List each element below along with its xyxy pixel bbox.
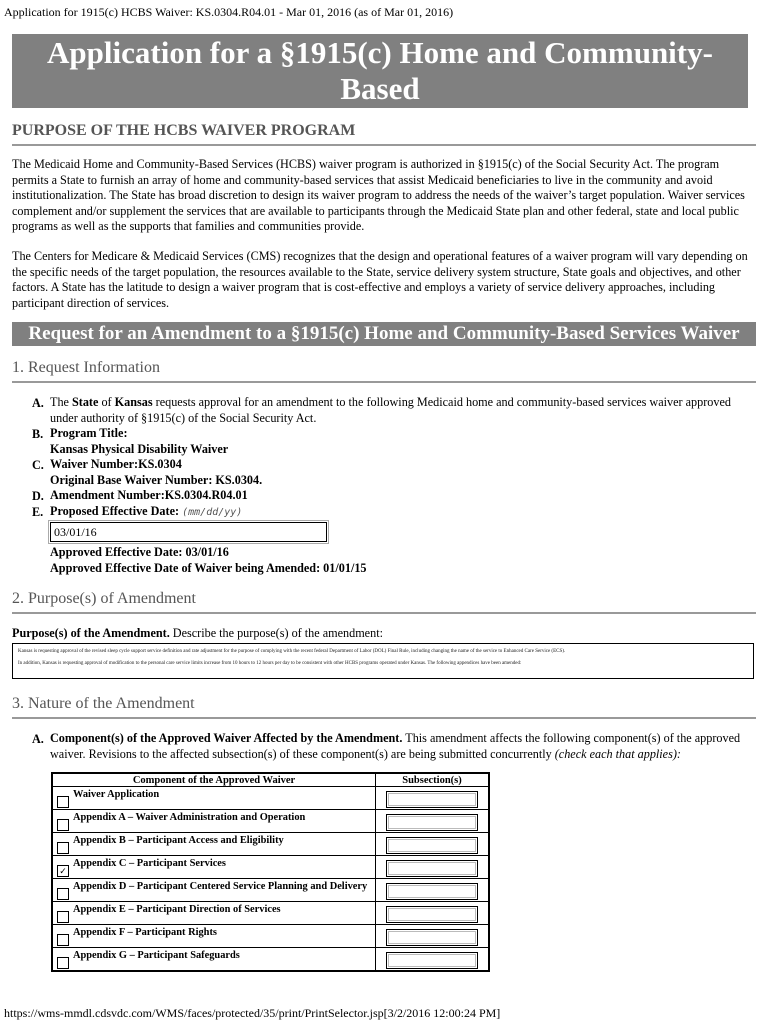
purpose-paragraph-2: The Centers for Medicare & Medicaid Services (CMS) recognizes that the design and operational features of a waiver program will vary depending on the specific needs of the target population, the resources available to the State, service delivery system structure, State goals and objectives, and other factors. A State has the latitude to design a waiver program that is cost-effective and employs a variety of service delivery approaches, including participant direction of services.: [12, 249, 748, 310]
component-label: Appendix F – Participant Rights: [73, 927, 217, 938]
section3-item-a-text: Component(s) of the Approved Waiver Affected by the Amendment. This amendment affects the following component(s) of the approved waiver. Revisions to the affected subsection(s) of these component(s) are being submitted concurrently (check each that applies):: [50, 731, 741, 761]
component-label: Appendix A – Waiver Administration and Operation: [73, 812, 306, 823]
component-cell: [52, 948, 376, 972]
original-base-waiver-number: Original Base Waiver Number: KS.0304.: [50, 472, 263, 487]
section3-heading: 3. Nature of the Amendment: [12, 695, 756, 719]
component-checkbox[interactable]: [57, 934, 69, 946]
subsection-cell: [376, 879, 490, 902]
item-a-text: The State of Kansas requests approval for an amendment to the following Medicaid home and community-based services waiver approved under authority of §1915(c) of the Social Security Act.: [50, 395, 731, 425]
table-header-row: [52, 773, 489, 787]
purpose-amendment-textarea[interactable]: [12, 643, 754, 679]
item-c-text: [50, 457, 750, 488]
proposed-effective-date-label: Proposed Effective Date:: [50, 504, 180, 518]
component-label: Appendix C – Participant Services: [73, 858, 226, 869]
component-checkbox[interactable]: [57, 911, 69, 923]
subsection-input[interactable]: [386, 883, 478, 900]
subsection-cell: [376, 948, 490, 972]
purpose-paragraph-1: The Medicaid Home and Community-Based Services (HCBS) waiver program is authorized in §1915(c) of the Social Security Act. The program permits a State to furnish an array of home and community-based services that assist Medicaid beneficiaries to live in the community and avoid institutionalization. The State has broad discretion to design its waiver program to address the needs of the waiver’s target population. Waiver services complement and/or supplement the services that are available to participants through the Medicaid State plan and other federal, state and local public programs as well as the supports that families and communities provide.: [12, 157, 745, 233]
section3-item-a-label: A.: [32, 732, 44, 746]
component-cell: [52, 879, 376, 902]
subsection-input[interactable]: [386, 860, 478, 877]
item-d-text: [50, 488, 750, 504]
table-row: [52, 879, 489, 902]
component-label: Waiver Application: [73, 789, 160, 800]
request-banner: Request for an Amendment to a §1915(c) Home and Community-Based Services Waiver: [12, 322, 756, 346]
component-checkbox[interactable]: [57, 842, 69, 854]
component-label: Appendix D – Participant Centered Service Planning and Delivery: [73, 881, 368, 892]
purpose-text-2: In addition, Kansas is requesting approval of modification to the personal care service limits increase from 10 hours to 12 hours per day to be consistent with other HCBS programs operated under Kansas. The following appendices have been amended:: [18, 661, 522, 666]
amendment-number: Amendment Number:KS.0304.R04.01: [50, 488, 248, 502]
subsection-input[interactable]: [386, 929, 478, 946]
item-d-label: D.: [32, 489, 44, 503]
table-row: [52, 810, 489, 833]
state-name: Kansas: [114, 395, 153, 409]
section1-heading: 1. Request Information: [12, 359, 756, 383]
subsection-input[interactable]: [386, 906, 478, 923]
subsection-input[interactable]: [386, 791, 478, 808]
subsection-cell: [376, 925, 490, 948]
table-row: [52, 902, 489, 925]
subsection-cell: [376, 833, 490, 856]
program-title-label: Program Title:: [50, 426, 128, 440]
title-line1: Application for a §1915(c) Home and Community-Based: [47, 35, 713, 106]
browser-footer: https://wms-mmdl.cdsvdc.com/WMS/faces/protected/35/print/PrintSelector.jsp[3/2/2016 12:00:24 PM]: [4, 1006, 501, 1020]
component-label: Appendix B – Participant Access and Eligibility: [73, 835, 284, 846]
approved-date-waiver-amended: Approved Effective Date of Waiver being Amended: 01/01/15: [50, 560, 367, 575]
component-checkbox[interactable]: ✓: [57, 865, 69, 877]
component-label: Appendix G – Participant Safeguards: [73, 950, 240, 961]
item-c-label: C.: [32, 458, 44, 472]
date-format-hint: (mm/dd/yy): [182, 507, 243, 518]
subsection-cell: [376, 856, 490, 879]
components-table: [51, 772, 490, 972]
purpose-heading: PURPOSE OF THE HCBS WAIVER PROGRAM: [12, 122, 756, 146]
component-checkbox[interactable]: [57, 796, 69, 808]
component-cell: [52, 925, 376, 948]
table-row: [52, 833, 489, 856]
component-checkbox[interactable]: [57, 957, 69, 969]
component-checkbox[interactable]: [57, 888, 69, 900]
purpose-amendment-label: Purpose(s) of the Amendment. Describe the purpose(s) of the amendment:: [12, 626, 383, 640]
column-header-component: Component of the Approved Waiver: [52, 773, 376, 787]
component-cell: [52, 856, 376, 879]
subsection-input[interactable]: [386, 814, 478, 831]
column-header-subsections: Subsection(s): [376, 773, 490, 787]
component-cell: [52, 902, 376, 925]
component-cell: [52, 833, 376, 856]
subsection-cell: [376, 787, 490, 810]
item-b-label: B.: [32, 427, 44, 441]
subsection-cell: [376, 810, 490, 833]
table-row: [52, 948, 489, 972]
table-row: [52, 925, 489, 948]
item-e-label: E.: [32, 505, 44, 519]
state-word: State: [72, 395, 99, 409]
item-b-text: [50, 426, 750, 457]
purpose-text-1: Kansas is requesting approval of the revised sleep cycle support service definition and rate adjustment for the purpose of complying with the recent federal Department of Labor (DOL) Final Rule, including changing the name of the service to Enhanced Care Service (ECS).: [18, 649, 566, 654]
subsection-cell: [376, 902, 490, 925]
program-title-value: Kansas Physical Disability Waiver: [50, 441, 229, 456]
subsection-input[interactable]: [386, 837, 478, 854]
proposed-effective-date-field[interactable]: 03/01/16: [50, 522, 327, 542]
section2-heading: 2. Purpose(s) of Amendment: [12, 590, 756, 614]
title-line2: Services Waiver: [273, 107, 487, 142]
component-checkbox[interactable]: [57, 819, 69, 831]
approved-dates: [50, 545, 750, 576]
waiver-number: Waiver Number:KS.0304: [50, 457, 182, 471]
component-label: Appendix E – Participant Direction of Services: [73, 904, 281, 915]
browser-header: Application for 1915(c) HCBS Waiver: KS.0304.R04.01 - Mar 01, 2016 (as of Mar 01, 2016): [4, 5, 454, 19]
table-row: [52, 787, 489, 810]
component-cell: [52, 787, 376, 810]
approved-effective-date: Approved Effective Date: 03/01/16: [50, 545, 229, 559]
item-e-text: [50, 504, 750, 521]
component-cell: [52, 810, 376, 833]
table-row: [52, 856, 489, 879]
subsection-input[interactable]: [386, 952, 478, 969]
item-a-label: A.: [32, 396, 44, 410]
